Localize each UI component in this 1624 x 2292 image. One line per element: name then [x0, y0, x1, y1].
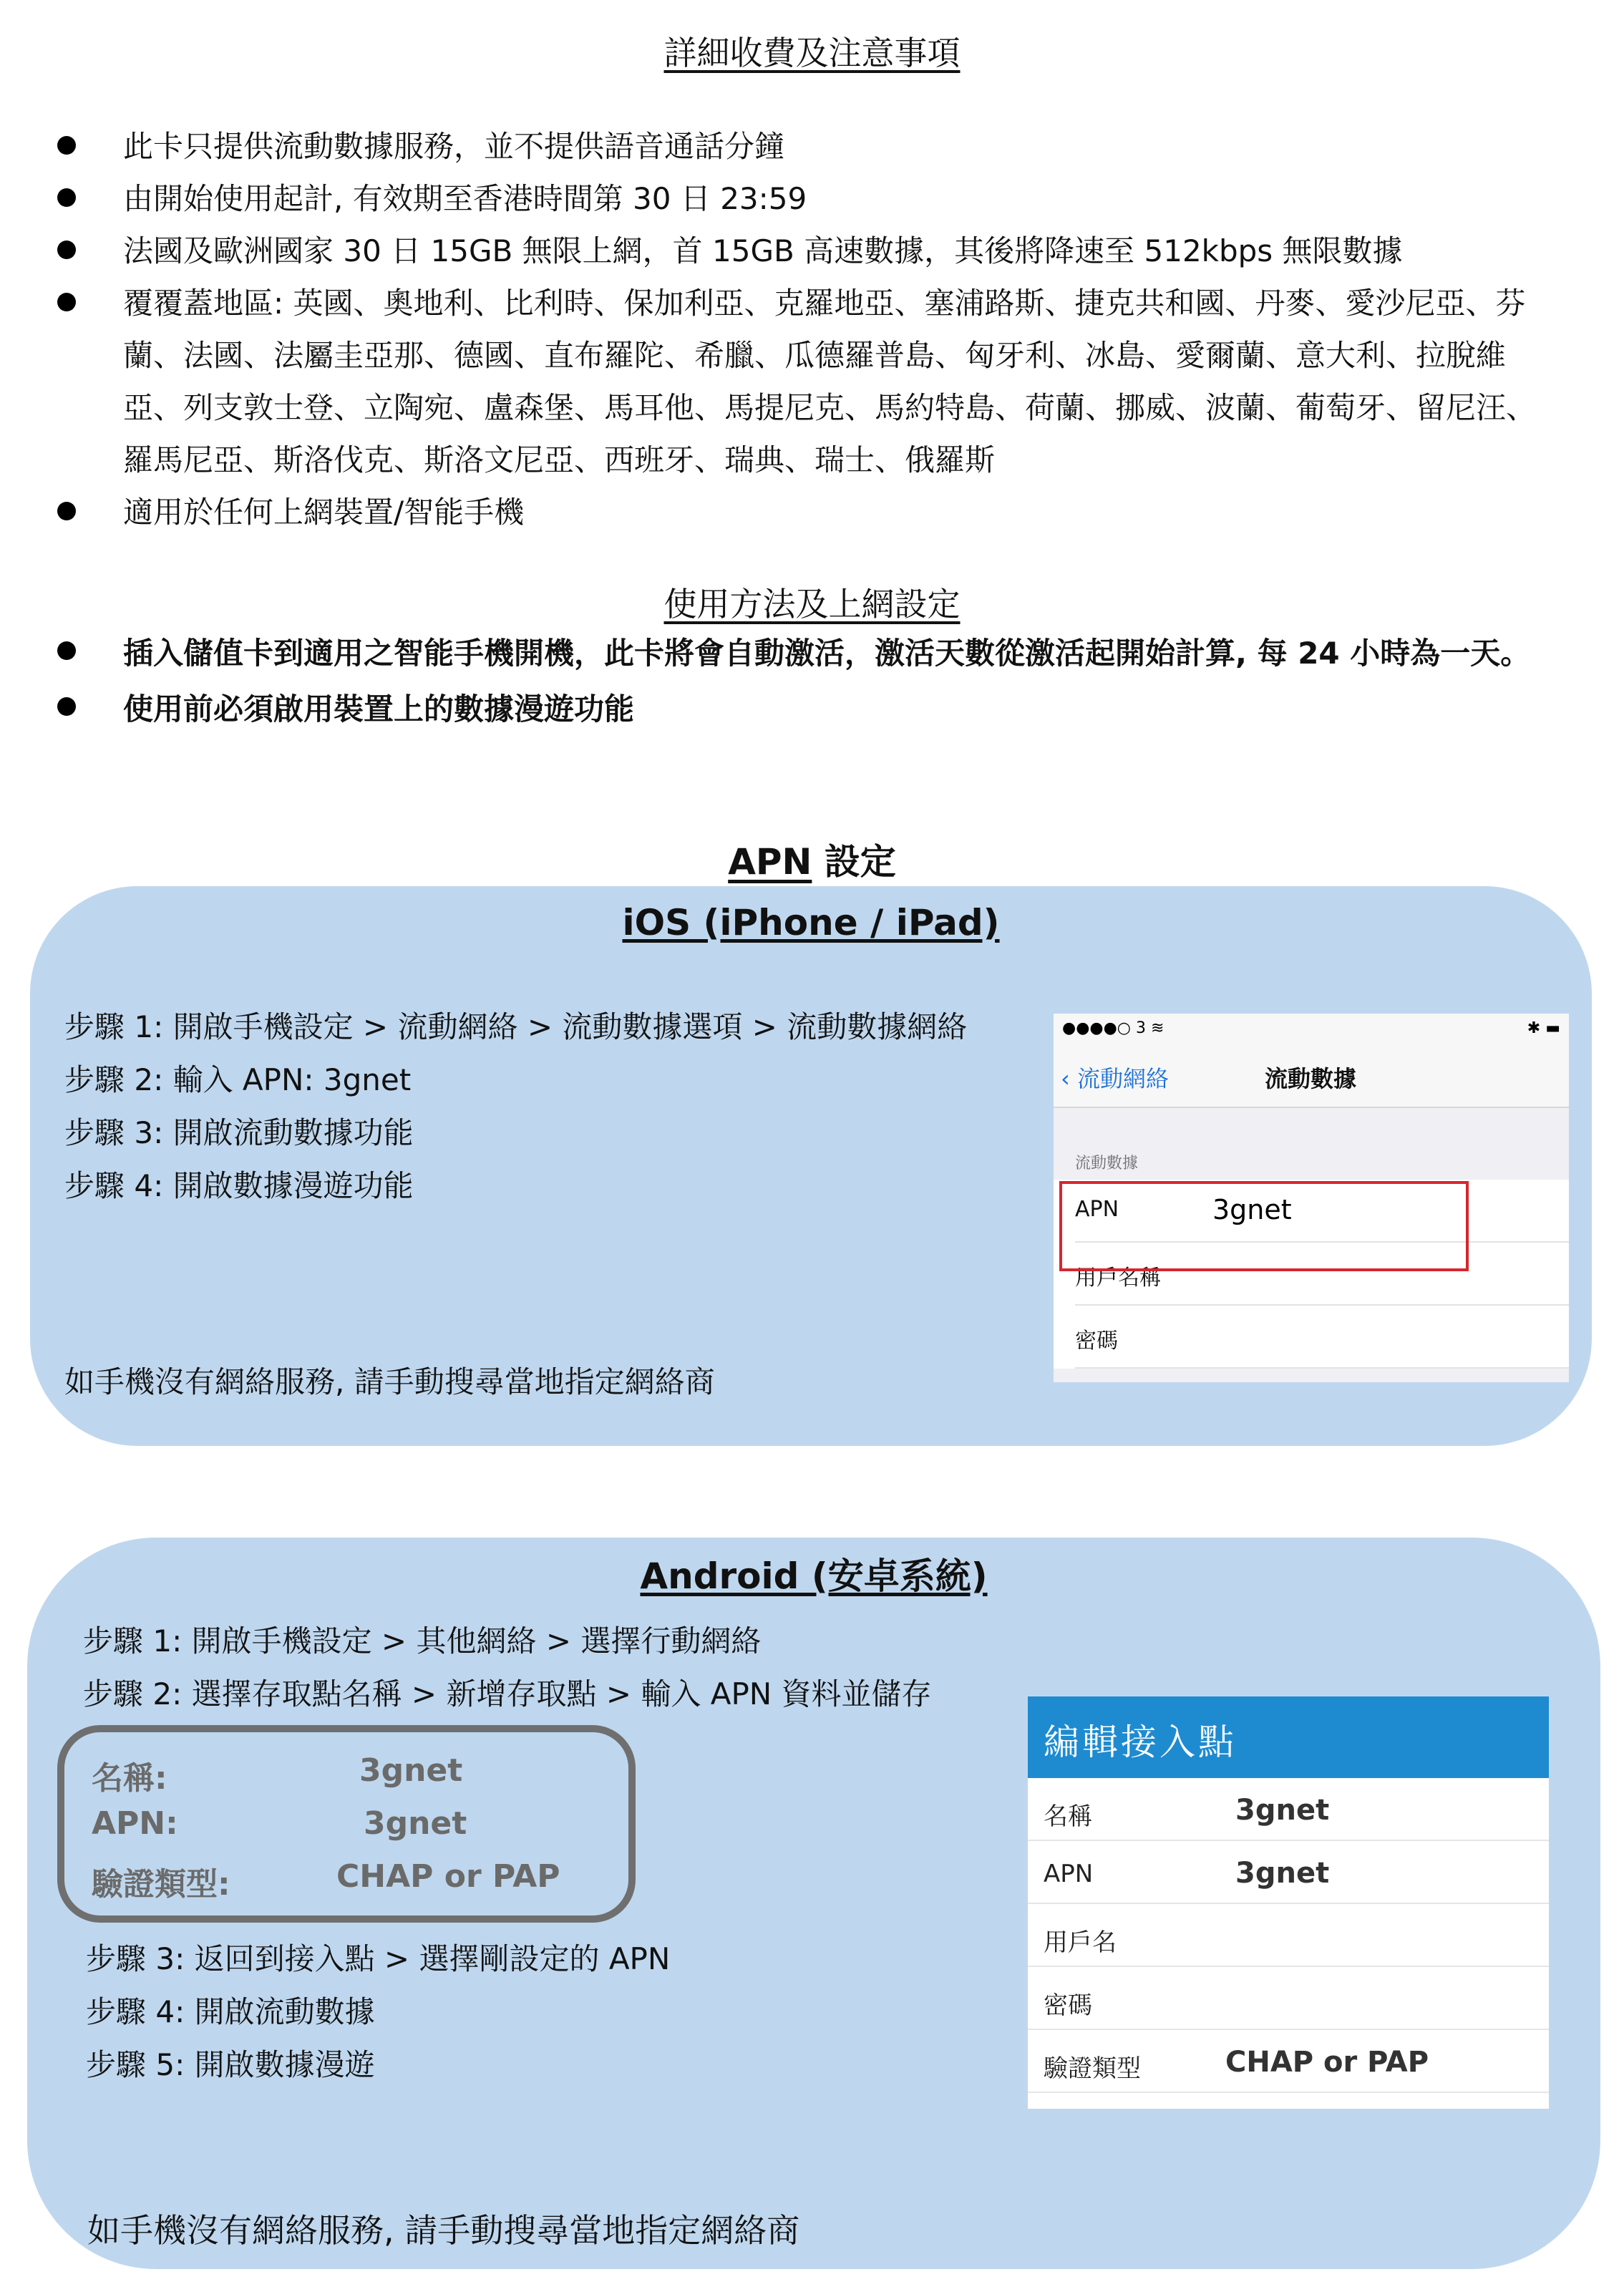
row-label: 名稱: [1044, 1802, 1092, 1831]
list-item: 步驟 5: 開啟數據漫遊: [86, 2047, 375, 2082]
ios-panel: [30, 886, 1592, 1446]
auth-type-row[interactable]: [1028, 2030, 1549, 2093]
row-label: 用戶名: [1044, 1928, 1117, 1957]
name-row[interactable]: [1028, 1778, 1549, 1841]
bullet-icon: [57, 697, 76, 716]
config-label: APN:: [92, 1805, 178, 1842]
list-item: 由開始使用起計, 有效期至香港時間第 30 日 23:59: [123, 173, 1555, 225]
highlight-box: [1059, 1181, 1469, 1271]
row-label: 用戶名稱: [1075, 1266, 1161, 1291]
config-value: 3gnet: [359, 1752, 463, 1789]
password-row[interactable]: [1028, 1967, 1549, 2030]
bullet-icon: [57, 188, 76, 207]
username-row[interactable]: [1028, 1904, 1549, 1967]
list-item: 適用於任何上網裝置/智能手機: [123, 486, 1555, 538]
row-value: CHAP or PAP: [1225, 2046, 1429, 2079]
apn-config-box: [57, 1725, 636, 1923]
list-item: 此卡只提供流動數據服務，並不提供語音通話分鐘: [123, 120, 1555, 173]
config-label: 名稱:: [92, 1760, 167, 1797]
list-item: 法國及歐洲國家 30 日 15GB 無限上網，首 15GB 高速數據，其後將降速至 512kbps 無限數據: [123, 225, 1555, 277]
apn-fields: [1028, 1778, 1549, 2093]
row-label: 密碼: [1075, 1329, 1118, 1354]
android-steps-continued: [86, 1933, 670, 2092]
section-header: 流動數據: [1075, 1155, 1139, 1172]
nav-bar: [1054, 1049, 1569, 1108]
list-item: 步驟 2: 選擇存取點名稱 > 新增存取點 > 輸入 APN 資料並儲存: [83, 1676, 932, 1711]
list-item: 步驟 4: 開啟流動數據: [86, 1994, 375, 2029]
status-bar: [1054, 1014, 1569, 1049]
ios-steps: [64, 1001, 967, 1213]
bullet-icon: [57, 641, 76, 660]
list-item: 步驟 4: 開啟數據漫遊功能: [64, 1168, 414, 1203]
list-item: 步驟 3: 返回到接入點 > 選擇剛設定的 APN: [86, 1941, 671, 1976]
nav-title: 流動數據: [1265, 1065, 1357, 1092]
list-item: 使用前必須啟用裝置上的數據漫遊功能: [123, 681, 1555, 737]
fees-list: [123, 120, 1555, 538]
ios-settings-screenshot: [1054, 1014, 1569, 1382]
list-item: 步驟 1: 開啟手機設定 > 其他網絡 > 選擇行動網絡: [83, 1623, 762, 1659]
row-value: 3gnet: [1235, 1794, 1330, 1827]
row-value: 3gnet: [1212, 1194, 1292, 1225]
android-apn-screenshot: [1028, 1696, 1549, 2109]
dialog-title: 編輯接入點: [1044, 1722, 1237, 1763]
config-value: 3gnet: [364, 1805, 467, 1842]
bullet-icon: [57, 241, 76, 259]
bullet-icon: [57, 136, 76, 155]
row-value: 3gnet: [1235, 1857, 1330, 1890]
list-item: 覆覆蓋地區: 英國、奧地利、比利時、保加利亞、克羅地亞、塞浦路斯、捷克共和國、丹麥、愛沙尼亞、芬蘭、法國、法屬圭亞那、德國、直布羅陀、希臘、瓜德羅普島、匈牙利、冰島、愛爾蘭、意大利、拉脫維亞、列支敦士登、立陶宛、盧森堡、馬耳他、馬提尼克、馬約特島、荷蘭、挪威、波蘭、葡萄牙、留尼汪、羅馬尼亞、斯洛伐克、斯洛文尼亞、西班牙、瑞典、瑞士、俄羅斯: [123, 277, 1555, 486]
ios-note: 如手機沒有網絡服務, 請手動搜尋當地指定網絡商: [64, 1364, 715, 1399]
usage-list: [123, 626, 1555, 737]
dialog-header: [1028, 1696, 1549, 1778]
android-note: 如手機沒有網絡服務, 請手動搜尋當地指定網絡商: [87, 2211, 800, 2250]
row-label: APN: [1075, 1197, 1119, 1222]
usage-title: 使用方法及上網設定: [663, 585, 961, 623]
config-label: 驗證類型:: [92, 1866, 230, 1903]
list-item: 步驟 3: 開啟流動數據功能: [64, 1115, 414, 1150]
config-value: CHAP or PAP: [336, 1858, 560, 1895]
list-item: 步驟 1: 開啟手機設定 > 流動網絡 > 流動數據選項 > 流動數據網絡: [64, 1009, 968, 1044]
android-title: Android (安卓系統): [640, 1555, 988, 1597]
list-item: 步驟 2: 輸入 APN: 3gnet: [64, 1062, 412, 1097]
battery-icon: ✱ ▬: [1527, 1019, 1560, 1037]
apn-title: APN 設定: [728, 841, 896, 883]
row-label: APN: [1044, 1860, 1094, 1888]
android-steps: [83, 1615, 932, 1721]
bullet-icon: [57, 502, 76, 520]
signal-icon: ●●●●○ 3 ≋: [1062, 1019, 1164, 1037]
apn-row[interactable]: [1028, 1841, 1549, 1904]
fees-title: 詳細收費及注意事項: [663, 34, 961, 72]
bullet-icon: [57, 293, 76, 311]
row-label: 驗證類型: [1044, 2054, 1141, 2083]
ios-title: iOS (iPhone / iPad): [622, 902, 1000, 943]
list-item: 插入儲值卡到適用之智能手機開機，此卡將會自動激活，激活天數從激活起開始計算, 每 24 小時為一天。: [123, 626, 1555, 681]
android-panel: [27, 1538, 1600, 2269]
back-button[interactable]: ‹ 流動網絡: [1061, 1065, 1169, 1092]
password-row[interactable]: [1075, 1306, 1569, 1369]
row-label: 密碼: [1044, 1991, 1092, 2020]
